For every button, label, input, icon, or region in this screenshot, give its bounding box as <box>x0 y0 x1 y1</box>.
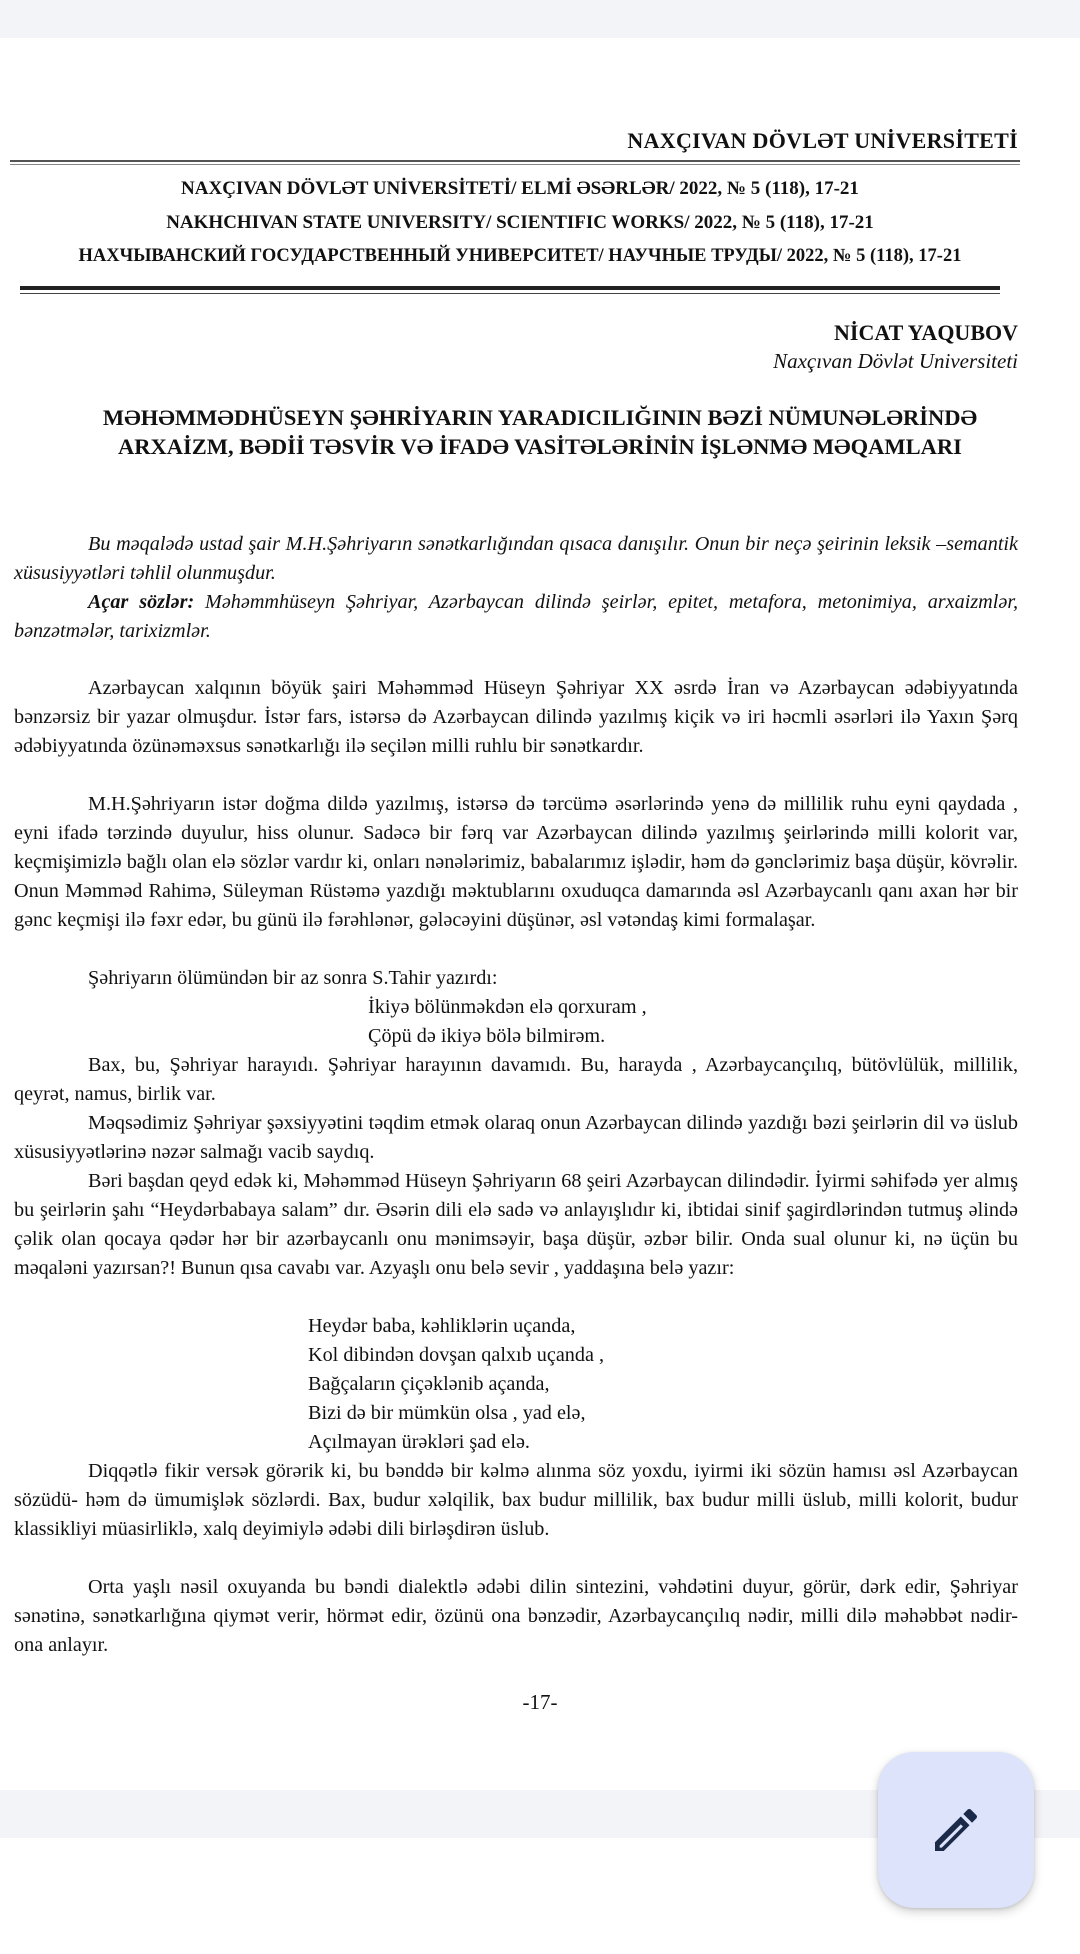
article-title-line-1: MƏHƏMMƏDHÜSEYN ŞƏHRİYARIN YARADICILIĞININ BƏZİ NÜMUNƏLƏRİNDƏ <box>102 405 978 430</box>
body-paragraph-3: Şəhriyarın ölümündən bir az sonra S.Tahir yazırdı: <box>88 967 498 989</box>
keywords <box>14 588 1018 646</box>
edit-fab-button[interactable] <box>878 1752 1034 1908</box>
header-rule <box>10 160 1020 162</box>
author-name: NİCAT YAQUBOV <box>834 320 1018 345</box>
body-paragraph-1: Azərbaycan xalqının böyük şairi Məhəmməd Hüseyn Şəhriyar XX əsrdə İran və Azərbaycan ədəbiyyatında bənzərsiz bir yazar olmuşdur. İstər fars, istərsə də Azərbaycan dilində yazılmış kiçik və iri həcmli əsərləri ilə Yaxın Şərq ədəbiyyatında özünəməxsus sənətkarlığı ilə seçilən milli ruhlu bir sənətkardır. <box>14 677 1018 757</box>
body-paragraph-2: M.H.Şəhriyarın istər doğma dildə yazılmış, istərsə də tərcümə əsərlərində yenə də millilik ruhu eyni qaydada , eyni ifadə tərzində duyulur, hiss olunur. Sadəcə bir fərq var Azərbaycan dilində yazılmış şeirlərində milli kolorit var, keçmişimizlə bağlı olan elə sözlər vardır ki, onları nənələrimiz, babalarımız işlədir, həm də gənclərimiz başa düşür, kövrəlir. Onun Məmməd Rahimə, Süleyman Rüstəmə yazdığı məktublarını oxuduqca damarında əsl Azərbaycanlı qanı axan hər bir gənc keçmişi ilə fəxr edər, bu günü ilə fərəhlənər, gələcəyini düşünər, əsl vətəndaş kimi formalaşar. <box>14 793 1018 931</box>
verse-line: Çöpü də ikiyə bölə bilmirəm. <box>368 1025 606 1047</box>
verse-2 <box>308 1312 604 1457</box>
body-paragraph-5: Məqsədimiz Şəhriyar şəxsiyyətini təqdim etmək olaraq onun Azərbaycan dilində yazdığı bəzi şeirlərin dil və üslub xüsusiyyətlərinə nəzər salmağı vacib saydıq. <box>14 1112 1018 1163</box>
body-paragraph-8: Orta yaşlı nəsil oxuyanda bu bəndi dialektlə ədəbi dilin sintezini, vəhdətini duyur, görür, dərk edir, Şəhriyar sənətinə, sənətkarlığına qiymət verir, hörmət edir, özünü ona bənzədir, Azərbaycançılıq nədir, milli dilə məhəbbət nədir- ona anlayır. <box>14 1576 1018 1656</box>
journal-line-az: NAXÇIVAN DÖVLƏT UNİVERSİTETİ/ ELMİ ƏSƏRLƏR/ 2022, № 5 (118), 17-21 <box>181 178 859 199</box>
journal-rule-thick <box>20 286 1000 290</box>
university-header: NAXÇIVAN DÖVLƏT UNİVERSİTETİ <box>627 128 1018 153</box>
journal-line-en: NAKHCHIVAN STATE UNIVERSITY/ SCIENTIFIC WORKS/ 2022, № 5 (118), 17-21 <box>166 212 874 233</box>
journal-rule-thin <box>20 293 1000 294</box>
verse-line: İkiyə bölünməkdən elə qorxuram , <box>368 996 647 1018</box>
page-number: -17- <box>522 1690 558 1714</box>
body-paragraph-4: Bax, bu, Şəhriyar harayıdı. Şəhriyar harayının davamıdı. Bu, harayda , Azərbaycançılıq, bütövlülük, millilik, qeyrət, namus, birlik var. <box>14 1054 1018 1105</box>
article-title-line-2: ARXAİZM, BƏDİİ TƏSVİR VƏ İFADƏ VASİTƏLƏRİNİN İŞLƏNMƏ MƏQAMLARI <box>118 434 962 459</box>
verse-1 <box>368 993 647 1051</box>
pencil-icon <box>928 1802 984 1858</box>
author-affiliation: Naxçıvan Dövlət Universiteti <box>773 349 1018 373</box>
abstract: Bu məqalədə ustad şair M.H.Şəhriyarın sənətkarlığından qısaca danışılır. Onun bir neçə şeirinin leksik –semantik xüsusiyyətləri təhlil olunmuşdur. <box>14 533 1018 584</box>
keywords-label: Açar sözlər: <box>88 591 195 613</box>
body-paragraph-7: Diqqətlə fikir versək görərik ki, bu bənddə bir kəlmə alınma söz yoxdu, iyirmi iki sözün hamısı əsl Azərbaycan sözüdü- həm də ümumişlək sözlərdi. Bax, budur xəlqilik, bax budur millilik, bax budur milli üslub, milli kolorit, budur klassikliyi müasirliklə, xalq deyimiylə ədəbi dili birləşdirən üslub. <box>14 1460 1018 1540</box>
verse-line: Heydər baba, kəhliklərin uçanda, <box>308 1315 576 1337</box>
keywords-list: Məhəmmhüseyn Şəhriyar, Azərbaycan dilində şeirlər, epitet, metafora, metonimiya, arxaizmlər, bənzətmələr, tarixizmlər. <box>14 591 1018 642</box>
journal-line-ru: НАХЧЫВАНСКИЙ ГОСУДАРСТВЕННЫЙ УНИВЕРСИТЕТ/ НАУЧНЫЕ ТРУДЫ/ 2022, № 5 (118), 17-21 <box>78 246 962 266</box>
top-bar <box>0 0 1080 39</box>
verse-line: Bizi də bir mümkün olsa , yad elə, <box>308 1402 586 1424</box>
header-rule-thin <box>10 164 1020 165</box>
verse-line: Açılmayan ürəkləri şad elə. <box>308 1431 530 1453</box>
verse-line: Kol dibindən dovşan qalxıb uçanda , <box>308 1344 605 1366</box>
verse-line: Bağçaların çiçəklənib açanda, <box>308 1373 550 1395</box>
body-paragraph-6: Bəri başdan qeyd edək ki, Məhəmməd Hüseyn Şəhriyarın 68 şeiri Azərbaycan dilindədir. İyirmi səhifədə yer almış bu şeirlərin şahı “Heydərbabaya salam” dır. Əsərin dili elə sadə və anlayışlıdır ki, ibtidai sinif şagirdlərindən tutmuş əlində çəlik olan qocaya qədər hər bir azərbaycanlı onu mənimsəyir, başa düşür, əzbər bilir. Onda sual olunur ki, nə üçün bu məqaləni yazırsan?! Bunun qısa cavabı var. Azyaşlı onu belə sevir , yaddaşına belə yazır: <box>14 1170 1018 1279</box>
